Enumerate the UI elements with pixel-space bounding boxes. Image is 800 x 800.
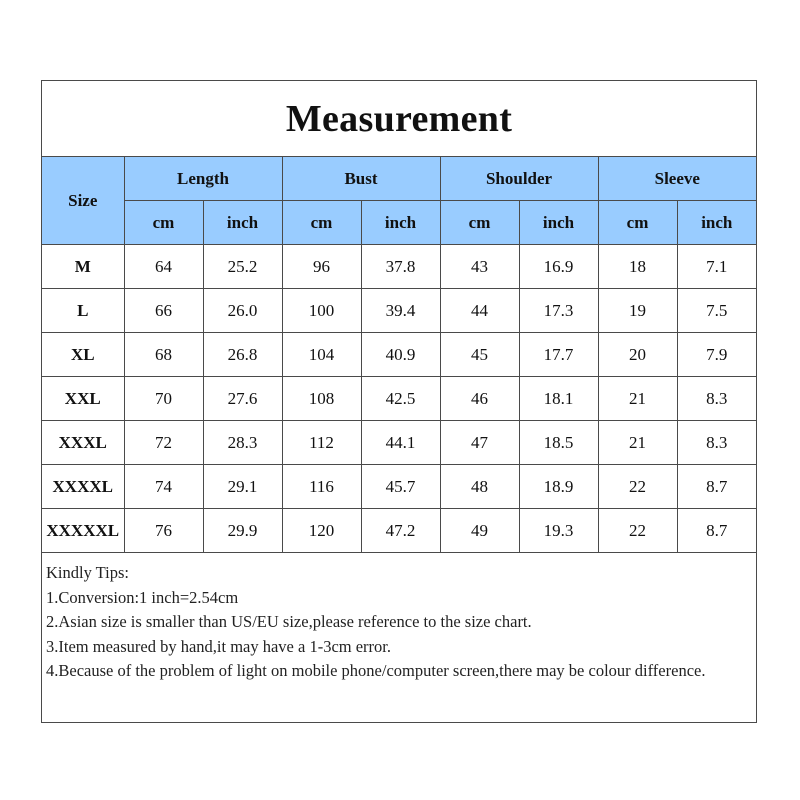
table-row bbox=[42, 289, 756, 333]
unit-header: cm bbox=[124, 201, 203, 245]
unit-header: inch bbox=[677, 201, 756, 245]
measurement-cell: 22 bbox=[598, 509, 677, 553]
measurement-cell: 28.3 bbox=[203, 421, 282, 465]
measurement-cell: 116 bbox=[282, 465, 361, 509]
measurement-cell: 96 bbox=[282, 245, 361, 289]
table-row bbox=[42, 333, 756, 377]
measurement-cell: 7.5 bbox=[677, 289, 756, 333]
measurement-cell: 29.1 bbox=[203, 465, 282, 509]
page-title: Measurement bbox=[42, 81, 756, 157]
measurement-cell: 7.9 bbox=[677, 333, 756, 377]
measurement-cell: 76 bbox=[124, 509, 203, 553]
measurement-cell: 19.3 bbox=[519, 509, 598, 553]
size-table bbox=[42, 157, 756, 552]
size-label-cell: XXXL bbox=[42, 421, 124, 465]
table-body bbox=[42, 245, 756, 553]
table-row bbox=[42, 245, 756, 289]
measurement-cell: 39.4 bbox=[361, 289, 440, 333]
measurement-cell: 21 bbox=[598, 377, 677, 421]
size-chart bbox=[41, 80, 757, 723]
measurement-cell: 64 bbox=[124, 245, 203, 289]
table-row bbox=[42, 509, 756, 553]
measurement-cell: 46 bbox=[440, 377, 519, 421]
measurement-cell: 66 bbox=[124, 289, 203, 333]
measurement-cell: 29.9 bbox=[203, 509, 282, 553]
tip-item: 2.Asian size is smaller than US/EU size,please reference to the size chart. bbox=[46, 612, 532, 631]
measurement-cell: 17.3 bbox=[519, 289, 598, 333]
measurement-cell: 20 bbox=[598, 333, 677, 377]
measurement-cell: 22 bbox=[598, 465, 677, 509]
size-column-header: Size bbox=[42, 157, 124, 245]
measurement-cell: 100 bbox=[282, 289, 361, 333]
measurement-cell: 43 bbox=[440, 245, 519, 289]
shoulder-group-header: Shoulder bbox=[440, 157, 598, 201]
size-label-cell: XL bbox=[42, 333, 124, 377]
tip-item: 4.Because of the problem of light on mobile phone/computer screen,there may be colour difference. bbox=[46, 661, 706, 680]
tip-item: 3.Item measured by hand,it may have a 1-3cm error. bbox=[46, 636, 392, 656]
unit-header: cm bbox=[282, 201, 361, 245]
measurement-cell: 48 bbox=[440, 465, 519, 509]
measurement-cell: 45 bbox=[440, 333, 519, 377]
measurement-cell: 18 bbox=[598, 245, 677, 289]
measurement-cell: 112 bbox=[282, 421, 361, 465]
unit-header: cm bbox=[440, 201, 519, 245]
measurement-cell: 21 bbox=[598, 421, 677, 465]
measurement-cell: 8.3 bbox=[677, 377, 756, 421]
sleeve-group-header: Sleeve bbox=[598, 157, 756, 201]
tip-item: 1.Conversion:1 inch=2.54cm bbox=[46, 587, 239, 607]
table-row bbox=[42, 377, 756, 421]
measurement-cell: 26.8 bbox=[203, 333, 282, 377]
measurement-cell: 44 bbox=[440, 289, 519, 333]
measurement-cell: 70 bbox=[124, 377, 203, 421]
measurement-cell: 25.2 bbox=[203, 245, 282, 289]
measurement-cell: 26.0 bbox=[203, 289, 282, 333]
unit-header: inch bbox=[361, 201, 440, 245]
unit-header: cm bbox=[598, 201, 677, 245]
size-label-cell: XXXXXL bbox=[42, 509, 124, 553]
measurement-cell: 17.7 bbox=[519, 333, 598, 377]
measurement-cell: 42.5 bbox=[361, 377, 440, 421]
measurement-cell: 37.8 bbox=[361, 245, 440, 289]
unit-header: inch bbox=[519, 201, 598, 245]
tips-section bbox=[42, 552, 756, 684]
measurement-cell: 18.1 bbox=[519, 377, 598, 421]
measurement-cell: 74 bbox=[124, 465, 203, 509]
size-label-cell: XXL bbox=[42, 377, 124, 421]
measurement-cell: 18.9 bbox=[519, 465, 598, 509]
bust-group-header: Bust bbox=[282, 157, 440, 201]
size-label-cell: M bbox=[42, 245, 124, 289]
measurement-cell: 47.2 bbox=[361, 509, 440, 553]
measurement-cell: 27.6 bbox=[203, 377, 282, 421]
measurement-cell: 47 bbox=[440, 421, 519, 465]
length-group-header: Length bbox=[124, 157, 282, 201]
measurement-cell: 8.7 bbox=[677, 509, 756, 553]
size-label-cell: XXXXL bbox=[42, 465, 124, 509]
measurement-cell: 7.1 bbox=[677, 245, 756, 289]
table-row bbox=[42, 421, 756, 465]
measurement-cell: 18.5 bbox=[519, 421, 598, 465]
size-label-cell: L bbox=[42, 289, 124, 333]
measurement-cell: 104 bbox=[282, 333, 361, 377]
measurement-cell: 16.9 bbox=[519, 245, 598, 289]
measurement-cell: 44.1 bbox=[361, 421, 440, 465]
measurement-cell: 40.9 bbox=[361, 333, 440, 377]
unit-header: inch bbox=[203, 201, 282, 245]
measurement-cell: 68 bbox=[124, 333, 203, 377]
measurement-cell: 72 bbox=[124, 421, 203, 465]
table-row bbox=[42, 465, 756, 509]
measurement-cell: 108 bbox=[282, 377, 361, 421]
measurement-cell: 49 bbox=[440, 509, 519, 553]
measurement-cell: 8.3 bbox=[677, 421, 756, 465]
measurement-cell: 19 bbox=[598, 289, 677, 333]
tips-heading: Kindly Tips: bbox=[46, 563, 129, 582]
measurement-cell: 120 bbox=[282, 509, 361, 553]
measurement-cell: 8.7 bbox=[677, 465, 756, 509]
measurement-cell: 45.7 bbox=[361, 465, 440, 509]
